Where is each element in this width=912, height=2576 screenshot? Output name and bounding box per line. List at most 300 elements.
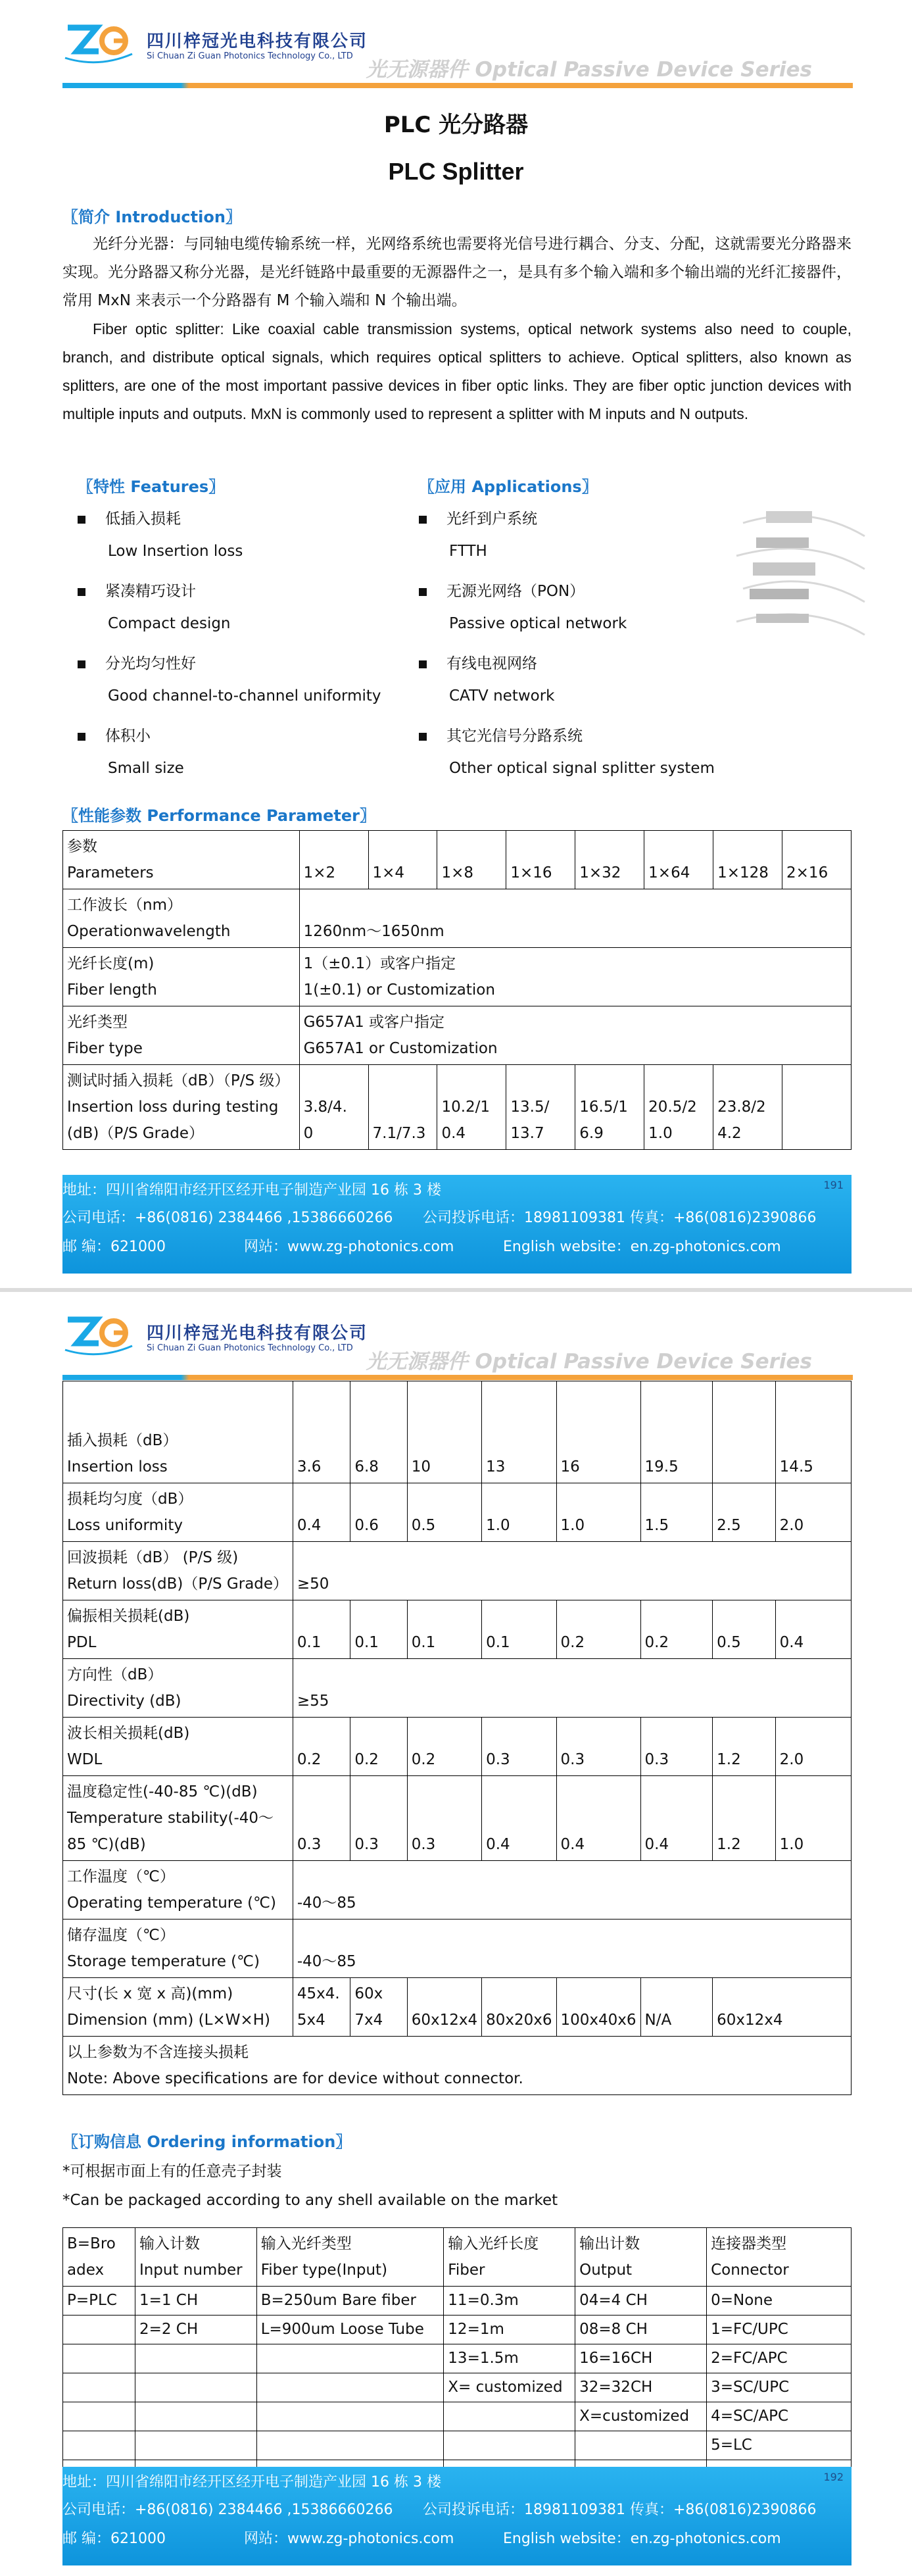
table-row bbox=[63, 1978, 852, 2037]
table-row bbox=[63, 2431, 852, 2460]
cell-line: 10.2/1 bbox=[441, 1099, 491, 1116]
row-label-cn: 尺寸(长 x 宽 x 高)(mm) bbox=[67, 1985, 233, 2002]
footer-website: 网站：www.zg-photonics.com bbox=[244, 2531, 454, 2547]
table-cell bbox=[713, 1065, 782, 1150]
table-cell: 12=1m bbox=[444, 2316, 575, 2344]
feature-label-cn: 低插入损耗 bbox=[105, 510, 181, 528]
company-name-en: Si Chuan Zi Guan Photonics Technology Co., LTD bbox=[147, 1343, 353, 1353]
application-item bbox=[419, 724, 761, 760]
table-cell: 11=0.3m bbox=[444, 2287, 575, 2316]
application-label-cn: 其它光信号分路系统 bbox=[446, 728, 583, 745]
table-cell: 0.2 bbox=[293, 1718, 350, 1776]
cell-line: 45x4. bbox=[297, 1985, 340, 2002]
table-cell bbox=[368, 1065, 437, 1150]
row-label-en: Return loss(dB)（P/S Grade） bbox=[67, 1575, 289, 1593]
table-row bbox=[63, 2228, 852, 2287]
page-title-cn: PLC 光分路器 bbox=[383, 112, 529, 138]
column-header bbox=[63, 2228, 135, 2287]
col-header: 1×128 bbox=[713, 831, 782, 889]
table-cell bbox=[713, 1381, 776, 1483]
table-cell bbox=[556, 1978, 640, 2037]
col-header: 2×16 bbox=[782, 831, 852, 889]
note-en: Note: Above specifications are for device without connector. bbox=[67, 2070, 523, 2087]
header-rule bbox=[62, 1375, 853, 1380]
table-cell bbox=[63, 2344, 135, 2373]
bullet-icon bbox=[78, 516, 85, 524]
table-cell: 2.0 bbox=[775, 1483, 851, 1542]
table-cell: 0.1 bbox=[407, 1600, 481, 1659]
table-cell: 0.3 bbox=[293, 1776, 350, 1861]
header-line: 输入光纤长度 bbox=[448, 2235, 539, 2252]
table-cell bbox=[63, 2431, 135, 2460]
table-row bbox=[63, 1542, 852, 1600]
footer-complaint: 公司投诉电话：18981109381 传真：+86(0816)2390866 bbox=[423, 1210, 817, 1226]
table-cell: 0.1 bbox=[482, 1600, 556, 1659]
value-cn: G657A1 或客户指定 bbox=[303, 1014, 445, 1031]
table-cell bbox=[293, 1978, 350, 2037]
table-cell: 32=32CH bbox=[575, 2373, 707, 2402]
table-cell: X= customized bbox=[444, 2373, 575, 2402]
header-line: Output bbox=[579, 2262, 633, 2279]
note-cell bbox=[63, 2037, 852, 2095]
intro-cn-paragraph: 光纤分光器：与同轴电缆传输系统一样，光网络系统也需要将光信号进行耦合、分支、分配，这就需要光分路器来实现。光分路器又称分光器，是光纤链路中最重要的无源器件之一，是具有多个输入端和多个输出端的光纤汇接器件，常用 MxN 来表示一个分路器有 M 个输入端和 N 个输出端。 bbox=[62, 235, 852, 309]
applications-list bbox=[419, 474, 761, 796]
table-cell bbox=[506, 1065, 575, 1150]
row-label bbox=[63, 889, 300, 948]
performance-table-continued bbox=[62, 1381, 852, 2095]
table-cell: 5=LC bbox=[707, 2431, 852, 2460]
table-cell bbox=[444, 2431, 575, 2460]
table-cell bbox=[640, 1978, 713, 2037]
row-label-en: Fiber length bbox=[67, 981, 157, 999]
feature-item bbox=[78, 724, 420, 760]
table-cell: 0.5 bbox=[407, 1483, 481, 1542]
table-cell bbox=[135, 2373, 256, 2402]
bullet-icon bbox=[419, 733, 427, 741]
application-item bbox=[419, 579, 761, 615]
row-label-cn: 光纤长度(m) bbox=[67, 955, 155, 972]
footer-address: 地址：四川省绵阳市经开区经开电子制造产业园 16 栋 3 楼 bbox=[62, 1182, 441, 1199]
application-label-en: Other optical signal splitter system bbox=[449, 760, 715, 777]
table-cell: 16 bbox=[556, 1381, 640, 1483]
column-header bbox=[135, 2228, 256, 2287]
table-cell bbox=[299, 1065, 368, 1150]
table-cell: ≥50 bbox=[293, 1542, 851, 1600]
row-label-cn: 工作波长（nm） bbox=[67, 897, 182, 914]
features-heading: 〖特性 Features〗 bbox=[78, 478, 225, 496]
plc-splitter-product-image bbox=[730, 497, 868, 638]
value-cn: 1（±0.1）或客户指定 bbox=[303, 955, 456, 972]
table-row bbox=[63, 2344, 852, 2373]
table-cell: X=customized bbox=[575, 2402, 707, 2431]
cell-line: 0.4 bbox=[441, 1125, 466, 1142]
feature-label-cn: 体积小 bbox=[105, 728, 151, 745]
row-label bbox=[63, 948, 300, 1006]
table-cell bbox=[135, 2344, 256, 2373]
column-header bbox=[444, 2228, 575, 2287]
row-label-cn: 插入损耗（dB） bbox=[67, 1432, 178, 1449]
footer-website-en: English website：en.zg-photonics.com bbox=[503, 1239, 781, 1255]
cell-line: 23.8/2 bbox=[717, 1099, 766, 1116]
table-cell bbox=[135, 2431, 256, 2460]
header-line: Input number bbox=[139, 2262, 243, 2279]
application-label-cn: 光纤到户系统 bbox=[446, 510, 537, 528]
table-cell bbox=[256, 2431, 444, 2460]
row-label-cn: 回波损耗（dB） (P/S 级) bbox=[67, 1549, 239, 1566]
header-line: adex bbox=[67, 2262, 105, 2279]
table-cell: 1.0 bbox=[556, 1483, 640, 1542]
table-row bbox=[63, 1861, 852, 1920]
series-label: 光无源器件 Optical Passive Device Series bbox=[366, 58, 812, 82]
cell-line: 1.0 bbox=[648, 1125, 673, 1142]
table-cell: 0.3 bbox=[407, 1776, 481, 1861]
row-label-line: 测试时插入损耗（dB）（P/S 级） bbox=[67, 1072, 290, 1089]
row-label bbox=[63, 1065, 300, 1150]
table-cell bbox=[644, 1065, 713, 1150]
row-label-cn: 光纤类型 bbox=[67, 1014, 128, 1031]
table-cell: 0.4 bbox=[293, 1483, 350, 1542]
table-cell bbox=[444, 2402, 575, 2431]
table-cell: 2=FC/APC bbox=[707, 2344, 852, 2373]
zg-logo-icon bbox=[62, 1313, 135, 1359]
table-cell bbox=[575, 2431, 707, 2460]
application-label-en: Passive optical network bbox=[449, 615, 627, 632]
table-cell bbox=[350, 1978, 407, 2037]
header-line: B=Bro bbox=[67, 2235, 116, 2252]
footer-phone: 公司电话：+86(0816) 2384466 ,15386660266 bbox=[62, 1210, 393, 1226]
page-number: 192 bbox=[823, 2471, 844, 2483]
application-label-cn: 有线电视网络 bbox=[446, 655, 537, 672]
application-item bbox=[419, 651, 761, 687]
table-cell bbox=[407, 1978, 481, 2037]
introduction-section bbox=[62, 204, 852, 428]
ordering-note-en: *Can be packaged according to any shell available on the market bbox=[62, 2192, 558, 2209]
feature-label-en: Small size bbox=[108, 760, 184, 777]
col-header: 1×2 bbox=[299, 831, 368, 889]
ordering-note-cn: *可根据市面上有的任意壳子封装 bbox=[62, 2163, 282, 2180]
cell-line: 4.2 bbox=[717, 1125, 742, 1142]
table-cell bbox=[63, 2402, 135, 2431]
param-header-en: Parameters bbox=[67, 864, 154, 881]
row-label-cn: 损耗均匀度（dB） bbox=[67, 1491, 193, 1508]
feature-item bbox=[78, 507, 420, 543]
table-cell: 3.6 bbox=[293, 1381, 350, 1483]
table-cell: 2.5 bbox=[713, 1483, 776, 1542]
page-number: 191 bbox=[823, 1179, 844, 1191]
cell-line: 3.8/4. bbox=[303, 1099, 347, 1116]
feature-label-en: Low Insertion loss bbox=[108, 543, 243, 560]
cell-line: 7x4 bbox=[354, 2012, 383, 2029]
col-header: 1×8 bbox=[437, 831, 506, 889]
bullet-icon bbox=[78, 733, 85, 741]
table-row bbox=[63, 1006, 852, 1065]
table-cell bbox=[256, 2373, 444, 2402]
applications-heading: 〖应用 Applications〗 bbox=[419, 478, 598, 496]
table-cell: 0.3 bbox=[482, 1718, 556, 1776]
table-row bbox=[63, 1718, 852, 1776]
row-label-en: Dimension (mm) (L×W×H) bbox=[67, 2012, 270, 2029]
row-label-cn: 波长相关损耗(dB) bbox=[67, 1725, 190, 1742]
table-cell: 19.5 bbox=[640, 1381, 713, 1483]
page-title-en: PLC Splitter bbox=[388, 158, 524, 185]
features-list bbox=[78, 474, 420, 796]
row-label-en: WDL bbox=[67, 1751, 103, 1768]
bullet-icon bbox=[419, 660, 427, 668]
column-header bbox=[575, 2228, 707, 2287]
table-cell: 1=FC/UPC bbox=[707, 2316, 852, 2344]
row-label bbox=[63, 1483, 293, 1542]
table-row bbox=[63, 1659, 852, 1718]
table-cell: 0.2 bbox=[350, 1718, 407, 1776]
feature-label-cn: 紧凑精巧设计 bbox=[105, 583, 196, 600]
table-cell: L=900um Loose Tube bbox=[256, 2316, 444, 2344]
row-label-en: Operating temperature (℃) bbox=[67, 1895, 276, 1912]
footer-zip: 邮 编：621000 bbox=[62, 2531, 166, 2547]
value-en: 1(±0.1) or Customization bbox=[303, 981, 495, 999]
wavelength-value: 1260nm～1650nm bbox=[299, 889, 851, 948]
page-2 bbox=[0, 1288, 912, 2576]
table-cell: 0.6 bbox=[350, 1483, 407, 1542]
table-row bbox=[63, 2316, 852, 2344]
table-cell: 1.5 bbox=[640, 1483, 713, 1542]
value-en: G657A1 or Customization bbox=[303, 1040, 498, 1057]
table-cell: 14.5 bbox=[775, 1381, 851, 1483]
row-label-en: Fiber type bbox=[67, 1040, 143, 1057]
col-header: 1×16 bbox=[506, 831, 575, 889]
table-cell bbox=[437, 1065, 506, 1150]
intro-en-paragraph: Fiber optic splitter: Like coaxial cable transmission systems, optical network systems also need to couple, branch, and distribute optical signals, which requires optical splitters to achieve. Optical splitters, also known as splitters, are one of the most important passive devices in fiber optic links. They are fiber optic junction devices with multiple inputs and outputs. MxN is commonly used to represent a splitter with M inputs and N outputs. bbox=[62, 320, 852, 422]
feature-label-cn: 分光均匀性好 bbox=[105, 655, 196, 672]
footer-complaint: 公司投诉电话：18981109381 传真：+86(0816)2390866 bbox=[423, 2502, 817, 2518]
table-cell: 0.2 bbox=[407, 1718, 481, 1776]
table-cell: 04=4 CH bbox=[575, 2287, 707, 2316]
row-label-cn: 偏振相关损耗(dB) bbox=[67, 1608, 190, 1625]
series-label: 光无源器件 Optical Passive Device Series bbox=[366, 1350, 812, 1374]
table-row bbox=[63, 2287, 852, 2316]
page-header bbox=[62, 21, 852, 87]
application-item bbox=[419, 507, 761, 543]
table-cell: 0.4 bbox=[482, 1776, 556, 1861]
header-line: 输出计数 bbox=[579, 2235, 640, 2252]
row-label-cn: 方向性（dB） bbox=[67, 1666, 163, 1683]
row-label bbox=[63, 1659, 293, 1718]
bullet-icon bbox=[419, 516, 427, 524]
table-cell: 6.8 bbox=[350, 1381, 407, 1483]
row-label-en: Temperature stability(-40～ bbox=[67, 1810, 274, 1827]
bullet-icon bbox=[78, 660, 85, 668]
cell-line: 60x bbox=[354, 1985, 383, 2002]
zg-logo-icon bbox=[62, 21, 135, 67]
table-row bbox=[63, 889, 852, 948]
table-cell bbox=[482, 1978, 556, 2037]
table-cell bbox=[256, 2402, 444, 2431]
param-header-cell bbox=[63, 831, 300, 889]
ordering-heading: 〖订购信息 Ordering information〗 bbox=[62, 2133, 352, 2151]
table-cell: B=250um Bare fiber bbox=[256, 2287, 444, 2316]
header-line: Connector bbox=[711, 2262, 789, 2279]
table-cell bbox=[782, 1065, 852, 1150]
table-cell: 0.1 bbox=[293, 1600, 350, 1659]
row-label bbox=[63, 1542, 293, 1600]
row-label bbox=[63, 1600, 293, 1659]
row-label-en: 85 ℃)(dB) bbox=[67, 1836, 146, 1853]
row-label-en: Storage temperature (℃) bbox=[67, 1953, 260, 1970]
company-name-cn: 四川梓冠光电科技有限公司 bbox=[147, 1324, 368, 1343]
row-label-en: Insertion loss bbox=[67, 1458, 168, 1475]
company-name-cn: 四川梓冠光电科技有限公司 bbox=[147, 32, 368, 51]
table-cell: 1.2 bbox=[713, 1718, 776, 1776]
feature-item bbox=[78, 651, 420, 687]
bullet-icon bbox=[78, 588, 85, 596]
row-label bbox=[63, 1978, 293, 2037]
row-label-cn: 工作温度（℃） bbox=[67, 1868, 175, 1885]
table-cell: 0.3 bbox=[640, 1718, 713, 1776]
ordering-notes bbox=[62, 2157, 558, 2215]
row-label bbox=[63, 1006, 300, 1065]
page-footer bbox=[62, 1175, 852, 1274]
feature-label-en: Compact design bbox=[108, 615, 231, 632]
cell-line: 13.7 bbox=[510, 1125, 544, 1142]
cell-line: 60x12x4 bbox=[411, 2012, 478, 2029]
table-row bbox=[63, 1776, 852, 1861]
row-label-en: Loss uniformity bbox=[67, 1517, 183, 1534]
table-cell: -40～85 bbox=[293, 1861, 851, 1920]
table-cell: 1.2 bbox=[713, 1776, 776, 1861]
cell-line: 20.5/2 bbox=[648, 1099, 697, 1116]
col-header: 1×64 bbox=[644, 831, 713, 889]
table-cell: 0.5 bbox=[713, 1600, 776, 1659]
table-row bbox=[63, 1483, 852, 1542]
table-cell: 0.3 bbox=[350, 1776, 407, 1861]
row-label-line: (dB)（P/S Grade） bbox=[67, 1125, 204, 1142]
application-label-en: CATV network bbox=[449, 687, 555, 705]
cell-line: 16.5/1 bbox=[579, 1099, 628, 1116]
row-label bbox=[63, 1381, 293, 1483]
cell-line: N/A bbox=[644, 2012, 672, 2029]
header-line: Fiber type(Input) bbox=[260, 2262, 388, 2279]
table-cell bbox=[713, 1978, 852, 2037]
note-cn: 以上参数为不含连接头损耗 bbox=[67, 2044, 249, 2061]
footer-phone: 公司电话：+86(0816) 2384466 ,15386660266 bbox=[62, 2502, 393, 2518]
table-cell: P=PLC bbox=[63, 2287, 135, 2316]
table-cell: 13=1.5m bbox=[444, 2344, 575, 2373]
table-cell: 0.2 bbox=[556, 1600, 640, 1659]
row-label-line: Insertion loss during testing bbox=[67, 1099, 279, 1116]
intro-heading: 〖简介 Introduction〗 bbox=[62, 208, 241, 226]
feature-item bbox=[78, 579, 420, 615]
table-cell: 0.3 bbox=[556, 1718, 640, 1776]
table-cell: 1.0 bbox=[482, 1483, 556, 1542]
header-line: 输入光纤类型 bbox=[260, 2235, 352, 2252]
table-cell bbox=[575, 1065, 644, 1150]
table-cell: 0=None bbox=[707, 2287, 852, 2316]
cell-line: 6.9 bbox=[579, 1125, 604, 1142]
cell-line: 100x40x6 bbox=[560, 2012, 636, 2029]
performance-heading: 〖性能参数 Performance Parameter〗 bbox=[62, 806, 376, 825]
ordering-table bbox=[62, 2227, 852, 2489]
table-cell bbox=[63, 2373, 135, 2402]
row-label-en: PDL bbox=[67, 1634, 97, 1651]
page-header bbox=[62, 1313, 852, 1379]
cell-line: 80x20x6 bbox=[486, 2012, 552, 2029]
row-label bbox=[63, 1718, 293, 1776]
table-row bbox=[63, 2037, 852, 2095]
table-cell: 10 bbox=[407, 1381, 481, 1483]
row-label-cn: 温度稳定性(-40-85 ℃)(dB) bbox=[67, 1783, 258, 1800]
table-cell: -40～85 bbox=[293, 1920, 851, 1978]
table-row bbox=[63, 1920, 852, 1978]
table-cell: ≥55 bbox=[293, 1659, 851, 1718]
footer-zip: 邮 编：621000 bbox=[62, 1239, 166, 1255]
cell-line: 13.5/ bbox=[510, 1099, 550, 1116]
footer-address: 地址：四川省绵阳市经开区经开电子制造产业园 16 栋 3 楼 bbox=[62, 2474, 441, 2490]
header-line: Fiber bbox=[448, 2262, 485, 2279]
cell-line: 0 bbox=[303, 1125, 314, 1142]
footer-website-en: English website：en.zg-photonics.com bbox=[503, 2531, 781, 2547]
bullet-icon bbox=[419, 588, 427, 596]
cell-line: 5x4 bbox=[297, 2012, 325, 2029]
table-cell: 2=2 CH bbox=[135, 2316, 256, 2344]
table-row bbox=[63, 2402, 852, 2431]
param-header-cn: 参数 bbox=[67, 838, 97, 855]
header-rule bbox=[62, 83, 853, 88]
fiber-type-value bbox=[299, 1006, 851, 1065]
page-footer bbox=[62, 2467, 852, 2565]
table-cell: 0.4 bbox=[640, 1776, 713, 1861]
cell-line: 7.1/7.3 bbox=[372, 1125, 426, 1142]
table-cell: 3=SC/UPC bbox=[707, 2373, 852, 2402]
table-row bbox=[63, 1381, 852, 1483]
company-name-en: Si Chuan Zi Guan Photonics Technology Co., LTD bbox=[147, 51, 353, 61]
row-label-en: Operationwavelength bbox=[67, 923, 231, 940]
table-cell: 1=1 CH bbox=[135, 2287, 256, 2316]
table-cell: 0.4 bbox=[556, 1776, 640, 1861]
table-cell: 16=16CH bbox=[575, 2344, 707, 2373]
fiber-length-value bbox=[299, 948, 851, 1006]
table-cell: 0.1 bbox=[350, 1600, 407, 1659]
table-cell: 0.4 bbox=[775, 1600, 851, 1659]
table-row bbox=[63, 2373, 852, 2402]
row-label-en: Directivity (dB) bbox=[67, 1693, 181, 1710]
row-label bbox=[63, 1776, 293, 1861]
footer-website: 网站：www.zg-photonics.com bbox=[244, 1239, 454, 1255]
column-header bbox=[256, 2228, 444, 2287]
table-cell bbox=[63, 2316, 135, 2344]
table-row bbox=[63, 1065, 852, 1150]
table-cell: 2.0 bbox=[775, 1718, 851, 1776]
table-row bbox=[63, 948, 852, 1006]
header-line: 输入计数 bbox=[139, 2235, 200, 2252]
table-cell bbox=[135, 2402, 256, 2431]
table-cell: 13 bbox=[482, 1381, 556, 1483]
row-label bbox=[63, 1861, 293, 1920]
performance-table bbox=[62, 830, 852, 1150]
application-label-en: FTTH bbox=[449, 543, 487, 560]
table-cell: 0.2 bbox=[640, 1600, 713, 1659]
table-cell: 4=SC/APC bbox=[707, 2402, 852, 2431]
col-header: 1×4 bbox=[368, 831, 437, 889]
col-header: 1×32 bbox=[575, 831, 644, 889]
header-line: 连接器类型 bbox=[711, 2235, 787, 2252]
application-label-cn: 无源光网络（PON） bbox=[446, 583, 585, 600]
column-header bbox=[707, 2228, 852, 2287]
table-cell: 1.0 bbox=[775, 1776, 851, 1861]
row-label bbox=[63, 1920, 293, 1978]
table-cell bbox=[256, 2344, 444, 2373]
table-row bbox=[63, 831, 852, 889]
table-cell: 08=8 CH bbox=[575, 2316, 707, 2344]
feature-label-en: Good channel-to-channel uniformity bbox=[108, 687, 381, 705]
